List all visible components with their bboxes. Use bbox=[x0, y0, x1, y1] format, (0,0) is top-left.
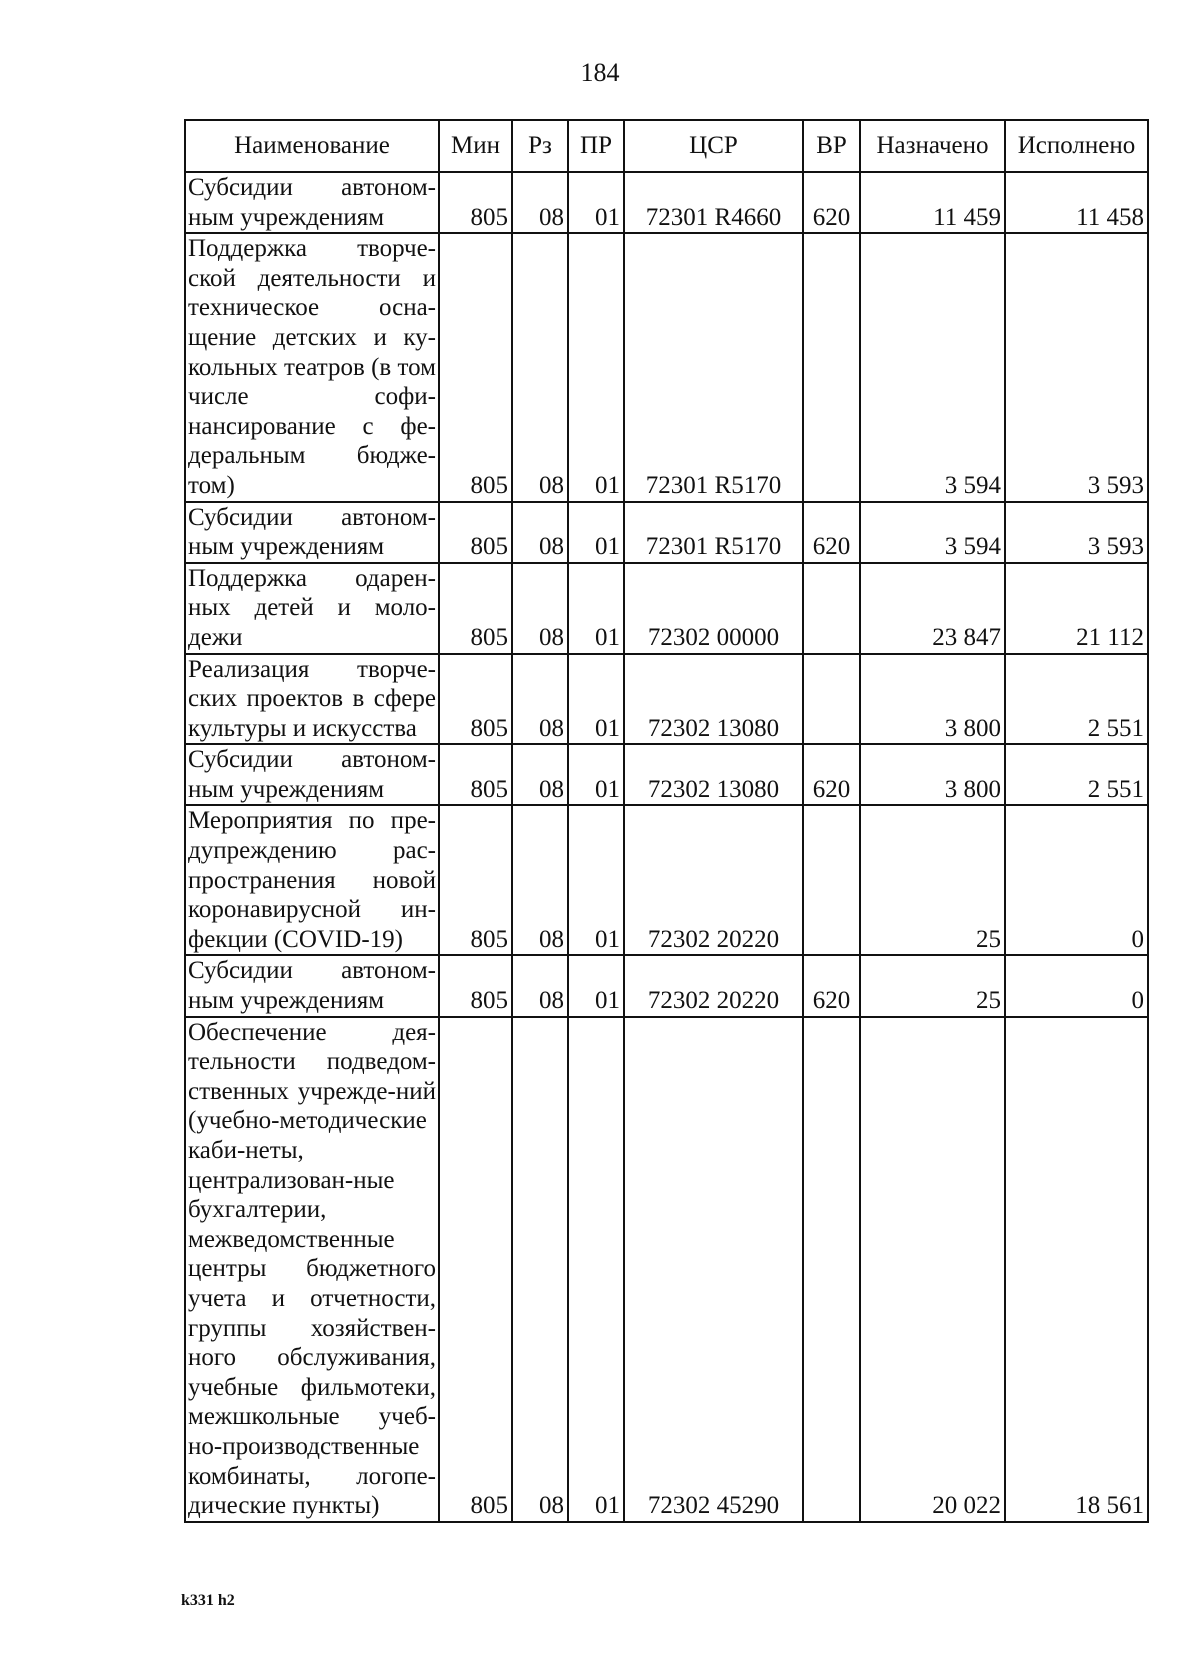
header-vr: ВР bbox=[803, 120, 860, 172]
cell-vr bbox=[803, 654, 860, 745]
budget-table bbox=[184, 119, 1149, 1523]
cell-executed: 3 593 bbox=[1005, 233, 1148, 501]
cell-csr: 72302 13080 bbox=[624, 744, 803, 805]
cell-pr: 01 bbox=[568, 172, 624, 233]
cell-name: Обеспечение дея-тельности подведом-ственных учрежде-ний (учебно-методические каби-неты, централизован-ные бухгалтерии, межведомственные центры бюджетного учета и отчетности, группы хозяйствен-ного обслуживания, учебные фильмотеки, межшкольные учеб-но-производственные комбинаты, логопе-дические пункты) bbox=[185, 1017, 439, 1522]
cell-executed: 0 bbox=[1005, 805, 1148, 955]
cell-csr: 72301 R4660 bbox=[624, 172, 803, 233]
cell-executed: 21 112 bbox=[1005, 563, 1148, 654]
table-row bbox=[185, 654, 1148, 745]
table-header-row bbox=[185, 120, 1148, 172]
header-csr: ЦСР bbox=[624, 120, 803, 172]
page-number: 184 bbox=[580, 58, 620, 87]
cell-rz: 08 bbox=[512, 744, 568, 805]
cell-name: Субсидии автоном-ным учреждениям bbox=[185, 744, 439, 805]
cell-pr: 01 bbox=[568, 654, 624, 745]
cell-assigned: 3 594 bbox=[860, 502, 1005, 563]
cell-assigned: 25 bbox=[860, 955, 1005, 1016]
cell-rz: 08 bbox=[512, 563, 568, 654]
cell-min: 805 bbox=[439, 805, 512, 955]
cell-rz: 08 bbox=[512, 172, 568, 233]
cell-executed: 11 458 bbox=[1005, 172, 1148, 233]
cell-pr: 01 bbox=[568, 563, 624, 654]
cell-rz: 08 bbox=[512, 955, 568, 1016]
table-row bbox=[185, 563, 1148, 654]
cell-rz: 08 bbox=[512, 805, 568, 955]
cell-min: 805 bbox=[439, 233, 512, 501]
cell-pr: 01 bbox=[568, 955, 624, 1016]
cell-assigned: 3 594 bbox=[860, 233, 1005, 501]
table-row bbox=[185, 744, 1148, 805]
cell-executed: 2 551 bbox=[1005, 744, 1148, 805]
cell-min: 805 bbox=[439, 563, 512, 654]
cell-csr: 72302 45290 bbox=[624, 1017, 803, 1522]
cell-min: 805 bbox=[439, 1017, 512, 1522]
cell-pr: 01 bbox=[568, 744, 624, 805]
cell-csr: 72302 20220 bbox=[624, 955, 803, 1016]
footer-code: k331 h2 bbox=[181, 1592, 235, 1609]
cell-name: Поддержка одарен-ных детей и моло-дежи bbox=[185, 563, 439, 654]
cell-assigned: 3 800 bbox=[860, 744, 1005, 805]
table-row bbox=[185, 502, 1148, 563]
cell-vr bbox=[803, 805, 860, 955]
cell-csr: 72301 R5170 bbox=[624, 502, 803, 563]
cell-vr bbox=[803, 1017, 860, 1522]
cell-name: Мероприятия по пре-дупреждению рас-пространения новой коронавирусной ин-фекции (COVID-19) bbox=[185, 805, 439, 955]
table-row bbox=[185, 955, 1148, 1016]
cell-rz: 08 bbox=[512, 654, 568, 745]
cell-min: 805 bbox=[439, 172, 512, 233]
cell-csr: 72302 13080 bbox=[624, 654, 803, 745]
cell-name: Субсидии автоном-ным учреждениям bbox=[185, 955, 439, 1016]
header-rz: Рз bbox=[512, 120, 568, 172]
cell-executed: 2 551 bbox=[1005, 654, 1148, 745]
cell-pr: 01 bbox=[568, 1017, 624, 1522]
table-row bbox=[185, 233, 1148, 501]
cell-assigned: 3 800 bbox=[860, 654, 1005, 745]
cell-name: Поддержка творче-ской деятельности и техническое осна-щение детских и ку-кольных театров (в том числе софи-нансирование с фе-деральным бюдже-том) bbox=[185, 233, 439, 501]
cell-name: Реализация творче-ских проектов в сфере культуры и искусства bbox=[185, 654, 439, 745]
cell-csr: 72302 20220 bbox=[624, 805, 803, 955]
cell-name: Субсидии автоном-ным учреждениям bbox=[185, 502, 439, 563]
cell-vr: 620 bbox=[803, 172, 860, 233]
cell-csr: 72302 00000 bbox=[624, 563, 803, 654]
cell-executed: 18 561 bbox=[1005, 1017, 1148, 1522]
table-row bbox=[185, 172, 1148, 233]
header-executed: Исполнено bbox=[1005, 120, 1148, 172]
cell-assigned: 23 847 bbox=[860, 563, 1005, 654]
table-row bbox=[185, 805, 1148, 955]
cell-min: 805 bbox=[439, 654, 512, 745]
cell-executed: 3 593 bbox=[1005, 502, 1148, 563]
header-pr: ПР bbox=[568, 120, 624, 172]
cell-assigned: 20 022 bbox=[860, 1017, 1005, 1522]
cell-rz: 08 bbox=[512, 233, 568, 501]
cell-pr: 01 bbox=[568, 233, 624, 501]
cell-vr: 620 bbox=[803, 744, 860, 805]
cell-vr: 620 bbox=[803, 955, 860, 1016]
header-name: Наименование bbox=[185, 120, 439, 172]
cell-name: Субсидии автоном-ным учреждениям bbox=[185, 172, 439, 233]
cell-pr: 01 bbox=[568, 805, 624, 955]
cell-vr: 620 bbox=[803, 502, 860, 563]
cell-assigned: 11 459 bbox=[860, 172, 1005, 233]
cell-vr bbox=[803, 563, 860, 654]
header-assigned: Назначено bbox=[860, 120, 1005, 172]
cell-min: 805 bbox=[439, 502, 512, 563]
cell-min: 805 bbox=[439, 744, 512, 805]
table-row bbox=[185, 1017, 1148, 1522]
cell-csr: 72301 R5170 bbox=[624, 233, 803, 501]
cell-executed: 0 bbox=[1005, 955, 1148, 1016]
cell-rz: 08 bbox=[512, 502, 568, 563]
cell-assigned: 25 bbox=[860, 805, 1005, 955]
cell-pr: 01 bbox=[568, 502, 624, 563]
cell-vr bbox=[803, 233, 860, 501]
header-min: Мин bbox=[439, 120, 512, 172]
cell-rz: 08 bbox=[512, 1017, 568, 1522]
cell-min: 805 bbox=[439, 955, 512, 1016]
